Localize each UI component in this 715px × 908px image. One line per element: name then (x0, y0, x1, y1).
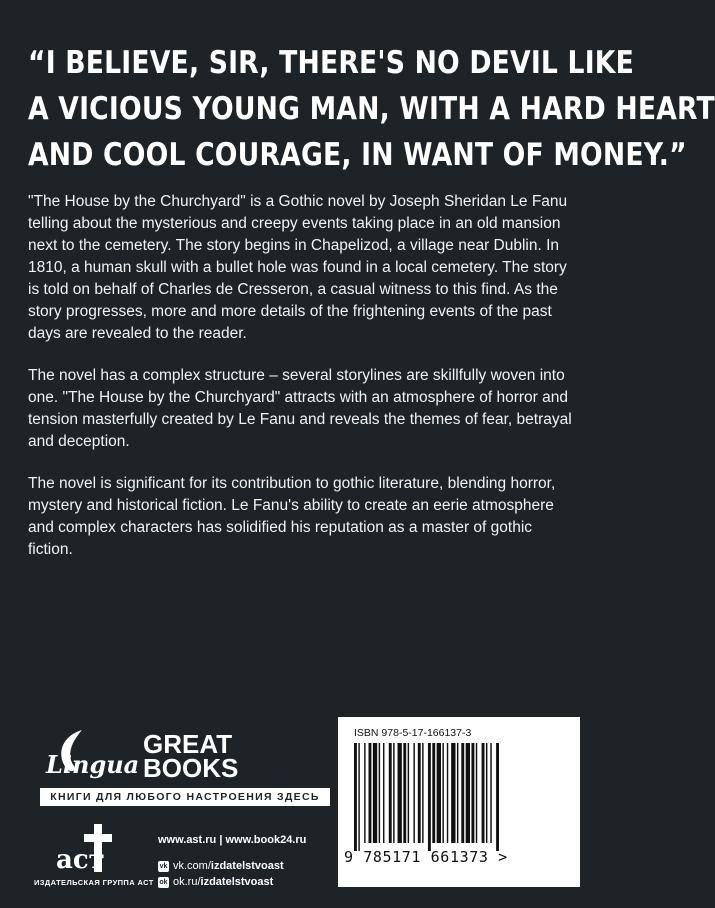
barcode-bar (408, 743, 409, 843)
isbn-barcode-box (338, 717, 580, 887)
great-books-line: BOOKS (143, 753, 239, 783)
description-paragraph: The novel has a complex structure – several storylines are skillfully woven into one. "The House by the Churchyard" attracts with an atmosphere of horror and tension masterfully created by Le Fanu and reveals the themes of fear, betrayal and deception. (28, 367, 572, 450)
publisher-links (158, 832, 306, 890)
vk-icon: vk (159, 862, 168, 870)
barcode-bar (482, 743, 485, 843)
barcode-bar (379, 743, 380, 843)
barcode-icon (354, 743, 564, 851)
barcode-bar (471, 743, 474, 843)
barcode-bar (457, 743, 458, 843)
publisher-group-label: ИЗДАТЕЛЬСКАЯ ГРУППА АСТ (34, 878, 154, 887)
barcode-bar (476, 743, 477, 843)
vk-link-row[interactable] (158, 858, 306, 874)
book-description (28, 191, 580, 581)
description-paragraph: "The House by the Churchyard" is a Gothic novel by Joseph Sheridan Le Fanu telling about the mysterious and creepy events taking place in an old mansion next to the cemetery. The story begins in Chapelizod, a village near Dublin. In 1810, a human skull with a bullet hole was found in a local cemetery. The story is told on behalf of Charles de Cresseron, a casual witness to this find. As the story progresses, more and more details of the frightening events of the past days are revealed to the reader. (28, 193, 568, 342)
ast-logo-text: аст (56, 845, 105, 875)
quote-line: A VICIOUS YOUNG MAN, WITH A HARD HEART (28, 91, 715, 127)
vk-link-prefix: vk.com/ (173, 860, 211, 872)
barcode-bar (466, 743, 470, 843)
barcode-bar (398, 743, 402, 843)
barcode-bar (369, 743, 372, 843)
ok-link-handle: izdatelstvoast (200, 876, 274, 888)
website-link-book24[interactable]: www.book24.ru (225, 834, 307, 846)
barcode-bar (432, 743, 435, 843)
barcode-bar (364, 743, 365, 843)
ok-link-prefix: ok.ru/ (173, 876, 201, 888)
barcode-bar (358, 743, 359, 851)
barcode-bar (418, 743, 421, 843)
ast-logo-icon (54, 820, 134, 874)
website-links (158, 832, 306, 848)
barcode-bar (437, 743, 441, 843)
barcode-bar (461, 743, 464, 843)
barcode-bar (442, 743, 443, 843)
description-paragraph: The novel is significant for its contribution to gothic literature, blending horror, mystery and historical fiction. Le Fanu's ability to create an eerie atmosphere and complex characters has solidified his reputation as a master of gothic fiction. (28, 475, 556, 558)
series-tagline: КНИГИ ДЛЯ ЛЮБОГО НАСТРОЕНИЯ ЗДЕСЬ (40, 788, 330, 806)
ok-link-row[interactable] (158, 874, 306, 890)
vk-link-handle: izdatelstvoast (210, 860, 284, 872)
barcode-bar (422, 743, 423, 843)
barcode-bar (496, 743, 499, 851)
barcode-bar (373, 743, 377, 843)
back-cover-quote (28, 40, 715, 178)
isbn-digits: 9 785171 661373 > (344, 848, 508, 866)
ok-icon: ok (159, 878, 168, 886)
lingua-logo-text: Lingua (46, 750, 140, 779)
quote-line: “I BELIEVE, SIR, THERE'S NO DEVIL LIKE (28, 45, 635, 81)
barcode-bar (354, 743, 357, 851)
barcode-bar (389, 743, 392, 843)
great-books-logo (143, 729, 239, 783)
barcode-bar (393, 743, 394, 843)
barcode-bar (447, 743, 448, 843)
barcode-bar (486, 743, 487, 843)
quote-line: AND COOL COURAGE, IN WANT OF MONEY.” (28, 137, 687, 173)
great-books-line: GREAT (143, 729, 233, 759)
barcode-bar (428, 743, 431, 851)
lingua-logo (46, 728, 140, 779)
barcode-bar (403, 743, 406, 843)
barcode-bar (383, 743, 384, 843)
barcode-bar (413, 743, 414, 843)
barcode-bar (490, 743, 491, 843)
link-separator: | (219, 834, 223, 846)
barcode-bar (451, 743, 455, 843)
website-link-ast[interactable]: www.ast.ru (158, 834, 217, 846)
isbn-label: ISBN 978-5-17-166137-3 (354, 727, 472, 739)
